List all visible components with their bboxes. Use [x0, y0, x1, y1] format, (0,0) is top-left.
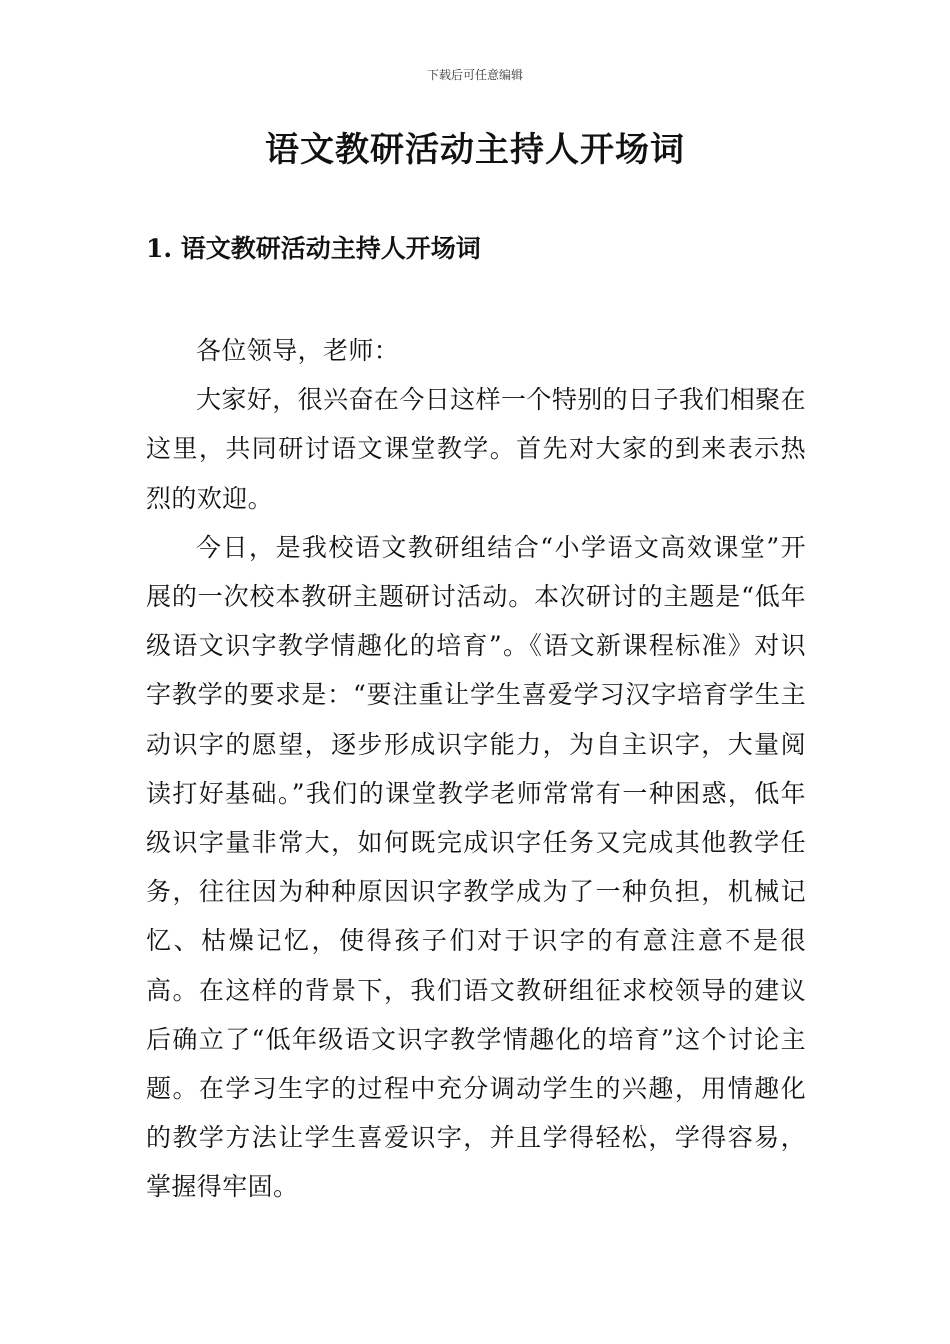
paragraph-greeting: 各位领导，老师： — [196, 336, 400, 365]
document-body — [146, 326, 806, 1212]
paragraph-welcome: 大家好，很兴奋在今日这样一个特别的日子我们相聚在这里，共同研讨语文课堂教学。首先对大家的到来表示热烈的欢迎。 — [146, 385, 806, 513]
document-title: 语文教研活动主持人开场词 — [265, 130, 685, 170]
paragraph-topic: 今日，是我校语文教研组结合“小学语文高效课堂”开展的一次校本教研主题研讨活动。本次研讨的主题是“低年级语文识字教学情趣化的培育”。《语文新课程标准》对识字教学的要求是：“要注重让学生喜爱学习汉字培育学生主动识字的愿望，逐步形成识字能力，为自主识字，大量阅读打好基础。”我们的课堂教学老师常常有一种困惑，低年级识字量非常大，如何既完成识字任务又完成其他教学任务，往往因为种种原因识字教学成为了一种负担，机械记忆、枯燥记忆，使得孩子们对于识字的有意注意不是很高。在这样的背景下，我们语文教研组征求校领导的建议后确立了“低年级语文识字教学情趣化的培育”这个讨论主题。在学习生字的过程中充分调动学生的兴趣，用情趣化的教学方法让学生喜爱识字，并且学得轻松，学得容易，掌握得牢固。 — [146, 532, 806, 1202]
header-note: 下载后可任意编辑 — [426, 68, 523, 82]
section-heading: 1. 语文教研活动主持人开场词 — [146, 234, 481, 263]
